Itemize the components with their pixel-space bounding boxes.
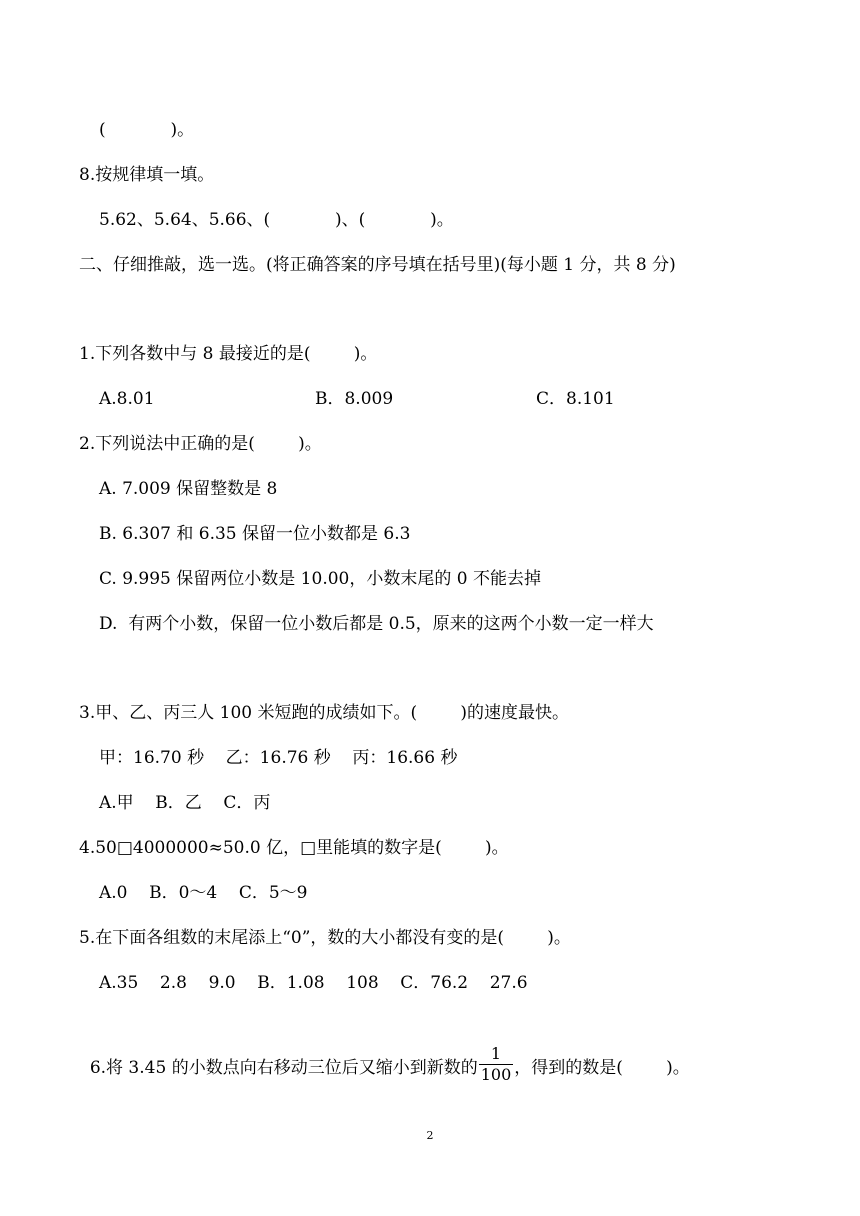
s2-q4-options: A.0 B．0～4 C．5～9 bbox=[99, 883, 308, 903]
s2-q1-option-a: A.8.01 bbox=[99, 389, 155, 409]
s2-q2-option-d: D. 有两个小数，保留一位小数后都是 0.5，原来的这两个小数一定一样大 bbox=[99, 614, 654, 634]
fraction-one-hundredth bbox=[479, 1044, 514, 1085]
s2-q2-option-b: B. 6.307 和 6.35 保留一位小数都是 6.3 bbox=[99, 524, 411, 544]
s2-question-3: 3.甲、乙、丙三人 100 米短跑的成绩如下。( )的速度最快。 bbox=[79, 703, 569, 723]
s2-q2-option-a: A. 7.009 保留整数是 8 bbox=[99, 479, 278, 499]
q7-answer-blank: ( )。 bbox=[99, 120, 195, 140]
section-2-heading: 二、仔细推敲，选一选。(将正确答案的序号填在括号里)(每小题 1 分，共 8 分) bbox=[79, 255, 676, 275]
fraction-denominator: 100 bbox=[480, 1065, 512, 1084]
q8-sequence: 5.62、5.64、5.66、( )、( )。 bbox=[99, 210, 454, 230]
s2-q5-options: A.35 2.8 9.0 B．1.08 108 C．76.2 27.6 bbox=[99, 973, 528, 993]
s2-q6-text-after: ，得到的数是( )。 bbox=[514, 1058, 690, 1078]
q8-title: 8.按规律填一填。 bbox=[79, 165, 215, 185]
s2-q1-option-c: C．8.101 bbox=[536, 389, 615, 409]
s2-question-5: 5.在下面各组数的末尾添上“0”，数的大小都没有变的是( )。 bbox=[79, 928, 571, 948]
s2-q1-option-b: B．8.009 bbox=[315, 389, 394, 409]
s2-q3-options: A.甲 B．乙 C．丙 bbox=[99, 793, 271, 813]
s2-q3-results: 甲：16.70 秒 乙：16.76 秒 丙：16.66 秒 bbox=[99, 748, 458, 768]
s2-q6-text-before: 6.将 3.45 的小数点向右移动三位后又缩小到新数的 bbox=[89, 1058, 478, 1078]
fraction-numerator: 1 bbox=[479, 1044, 514, 1065]
s2-question-1: 1.下列各数中与 8 最接近的是( )。 bbox=[79, 344, 378, 364]
s2-question-2: 2.下列说法中正确的是( )。 bbox=[79, 434, 322, 454]
page-number: 2 bbox=[426, 1129, 434, 1142]
s2-question-4: 4.50□4000000≈50.0 亿，□里能填的数字是( )。 bbox=[79, 838, 509, 858]
s2-q2-option-c: C. 9.995 保留两位小数是 10.00，小数末尾的 0 不能去掉 bbox=[99, 569, 541, 589]
s2-question-6 bbox=[79, 1024, 690, 1089]
